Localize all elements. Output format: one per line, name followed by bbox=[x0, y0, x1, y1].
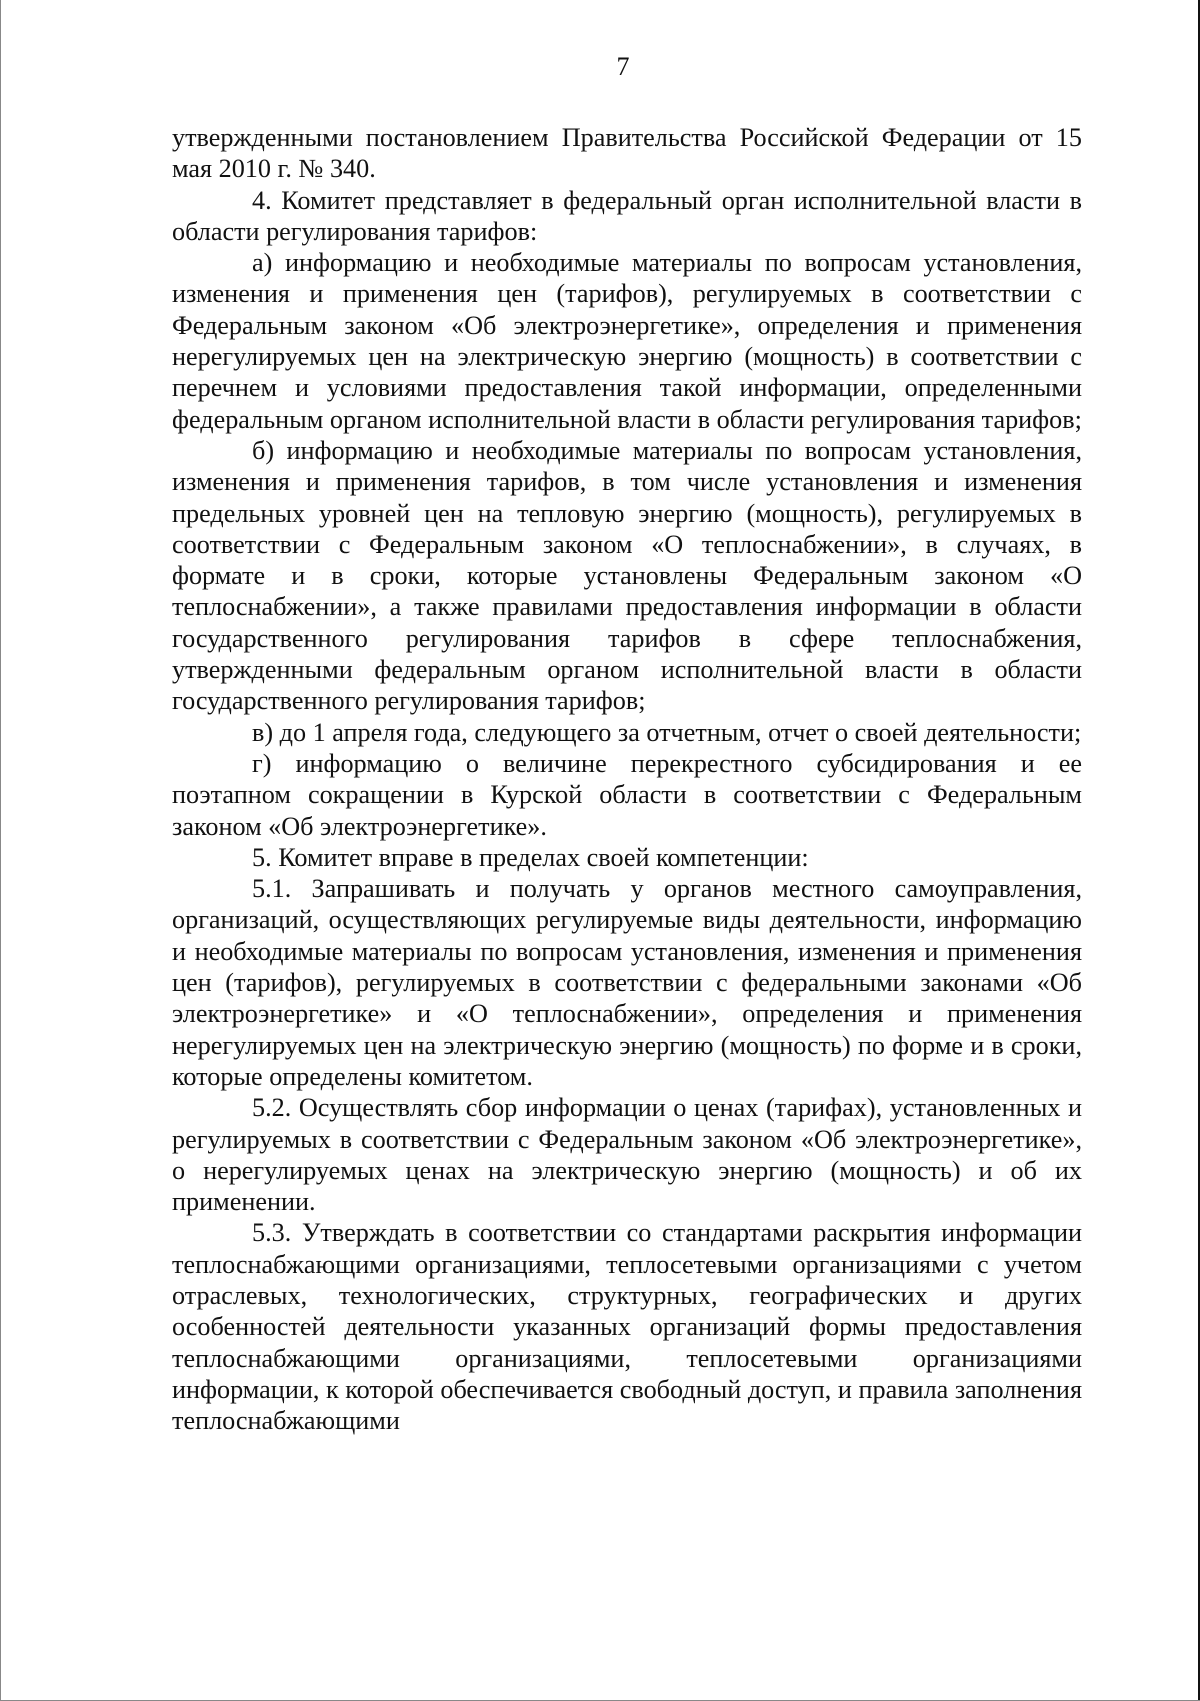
paragraph-item-5-2: 5.2. Осуществлять сбор информации о ценах (тарифах), установленных и регулируемых в соответствии с Федеральным законом «Об электроэнергетике», о нерегулируемых ценах на электрическую энергию (мощность) и об их применении. bbox=[172, 1093, 1082, 1217]
paragraph-item-4b: б) информацию и необходимые материалы по вопросам установления, изменения и применения тарифов, в том числе установления и изменения предельных уровней цен на тепловую энергию (мощность), регулируемых в соответствии с Федеральным законом «О теплоснабжении», в случаях, в формате и в сроки, которые установлены Федеральным законом «О теплоснабжении», а также правилами предоставления информации в области государственного регулирования тарифов в сфере теплоснабжения, утвержденными федеральным органом исполнительной власти в области государственного регулирования тарифов; bbox=[172, 435, 1082, 716]
paragraph-continuation: утвержденными постановлением Правительства Российской Федерации от 15 мая 2010 г. № 340. bbox=[172, 123, 1082, 184]
paragraph-item-4: 4. Комитет представляет в федеральный орган исполнительной власти в области регулирования тарифов: bbox=[172, 185, 1082, 246]
document-body bbox=[172, 122, 1082, 1436]
paragraph-item-4a: а) информацию и необходимые материалы по вопросам установления, изменения и применения цен (тарифов), регулируемых в соответствии с Федеральным законом «Об электроэнергетике», определения и применения нерегулируемых цен на электрическую энергию (мощность) в соответствии с перечнем и условиями предоставления такой информации, определенными федеральным органом исполнительной власти в области регулирования тарифов; bbox=[172, 248, 1082, 434]
paragraph-item-5-3: 5.3. Утверждать в соответствии со стандартами раскрытия информации теплоснабжающими организациями, теплосетевыми организациями с учетом отраслевых, технологических, структурных, географических и других особенностей деятельности указанных организаций формы предоставления теплоснабжающими организациями, теплосетевыми организациями информации, к которой обеспечивается свободный доступ, и правила заполнения теплоснабжающими bbox=[172, 1218, 1082, 1436]
paragraph-item-5-1: 5.1. Запрашивать и получать у органов местного самоуправления, организаций, осуществляющих регулируемые виды деятельности, информацию и необходимые материалы по вопросам установления, изменения и применения цен (тарифов), регулируемых в соответствии с федеральными законами «Об электроэнергетике» и «О теплоснабжении», определения и применения нерегулируемых цен на электрическую энергию (мощность) по форме и в сроки, которые определены комитетом. bbox=[172, 874, 1082, 1091]
page-edge-left bbox=[0, 0, 1, 1701]
paragraph-item-4v: в) до 1 апреля года, следующего за отчетным, отчет о своей деятельности; bbox=[252, 717, 1082, 747]
paragraph-item-4g: г) информацию о величине перекрестного субсидирования и ее поэтапном сокращении в Курской области в соответствии с Федеральным законом «Об электроэнергетике». bbox=[172, 748, 1082, 841]
paragraph-item-5: 5. Комитет вправе в пределах своей компетенции: bbox=[252, 842, 809, 872]
page-number: 7 bbox=[616, 52, 630, 81]
